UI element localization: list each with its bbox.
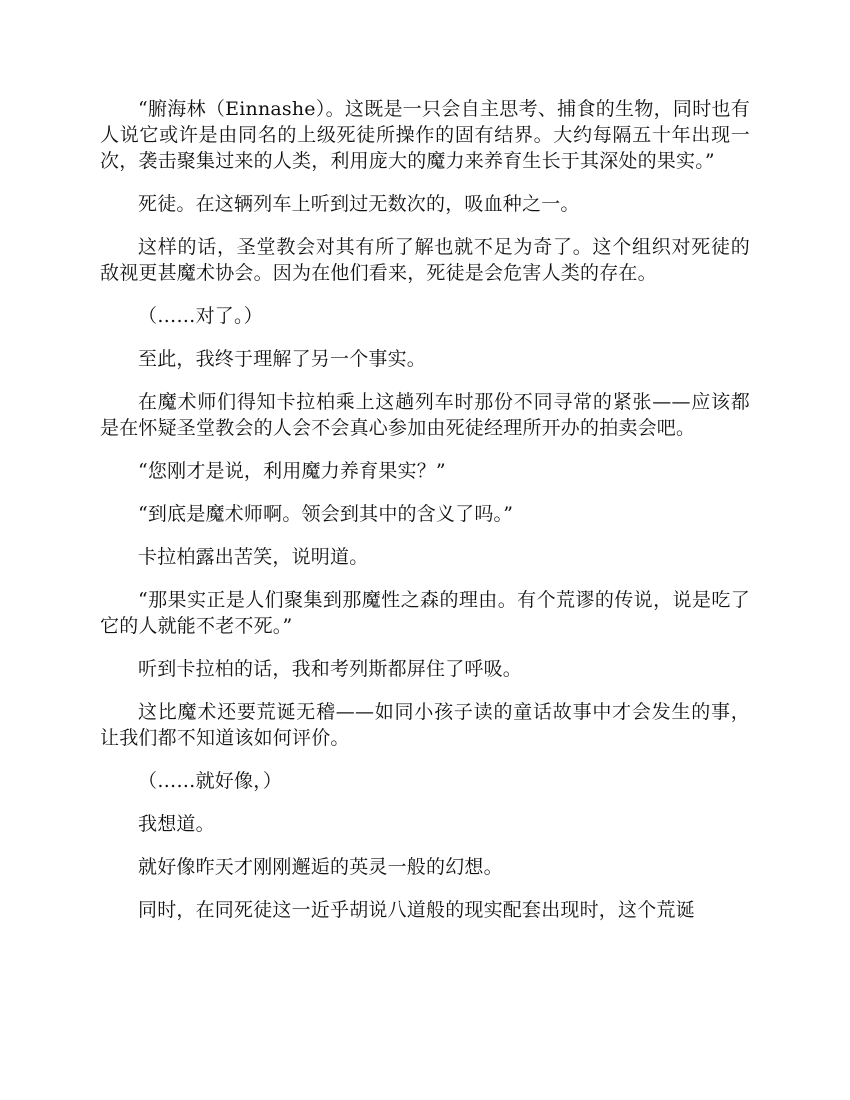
paragraph: “您刚才是说，利用魔力养育果实？” [138, 460, 446, 482]
paragraph: 至此，我终于理解了另一个事实。 [138, 348, 427, 370]
paragraph: 就好像昨天才刚刚邂逅的英灵一般的幻想。 [138, 856, 503, 878]
paragraph: 卡拉柏露出苦笑，说明道。 [138, 546, 369, 568]
paragraph: （……就好像，） [138, 770, 283, 792]
paragraph: 在魔术师们得知卡拉柏乘上这趟列车时那份不同寻常的紧张——应该都是在怀疑圣堂教会的人会不会真心参加由死徒经理所开办的拍卖会吧。 [100, 391, 750, 439]
paragraph: “腑海林（Einnashe）。这既是一只会自主思考、捕食的生物，同时也有人说它或许是由同名的上级死徒所操作的固有结界。大约每隔五十年出现一次，袭击聚集过来的人类，利用庞大的魔力来养育生长于其深处的果实。” [100, 98, 750, 172]
paragraph: 我想道。 [138, 813, 215, 835]
paragraph: “到底是魔术师啊。领会到其中的含义了吗。” [138, 503, 514, 525]
paragraph: 这样的话，圣堂教会对其有所了解也就不足为奇了。这个组织对死徒的敌视更甚魔术协会。因为在他们看来，死徒是会危害人类的存在。 [100, 236, 750, 284]
paragraph: 同时，在同死徒这一近乎胡说八道般的现实配套出现时，这个荒诞 [138, 899, 695, 921]
paragraph: （……对了。） [138, 305, 263, 327]
paragraph: “那果实正是人们聚集到那魔性之森的理由。有个荒谬的传说，说是吃了它的人就能不老不死。” [100, 589, 750, 637]
paragraph: 听到卡拉柏的话，我和考列斯都屏住了呼吸。 [138, 658, 523, 680]
paragraph: 这比魔术还要荒诞无稽——如同小孩子读的童话故事中才会发生的事，让我们都不知道该如何评价。 [100, 701, 750, 749]
paragraph: 死徒。在这辆列车上听到过无数次的，吸血种之一。 [138, 193, 580, 215]
